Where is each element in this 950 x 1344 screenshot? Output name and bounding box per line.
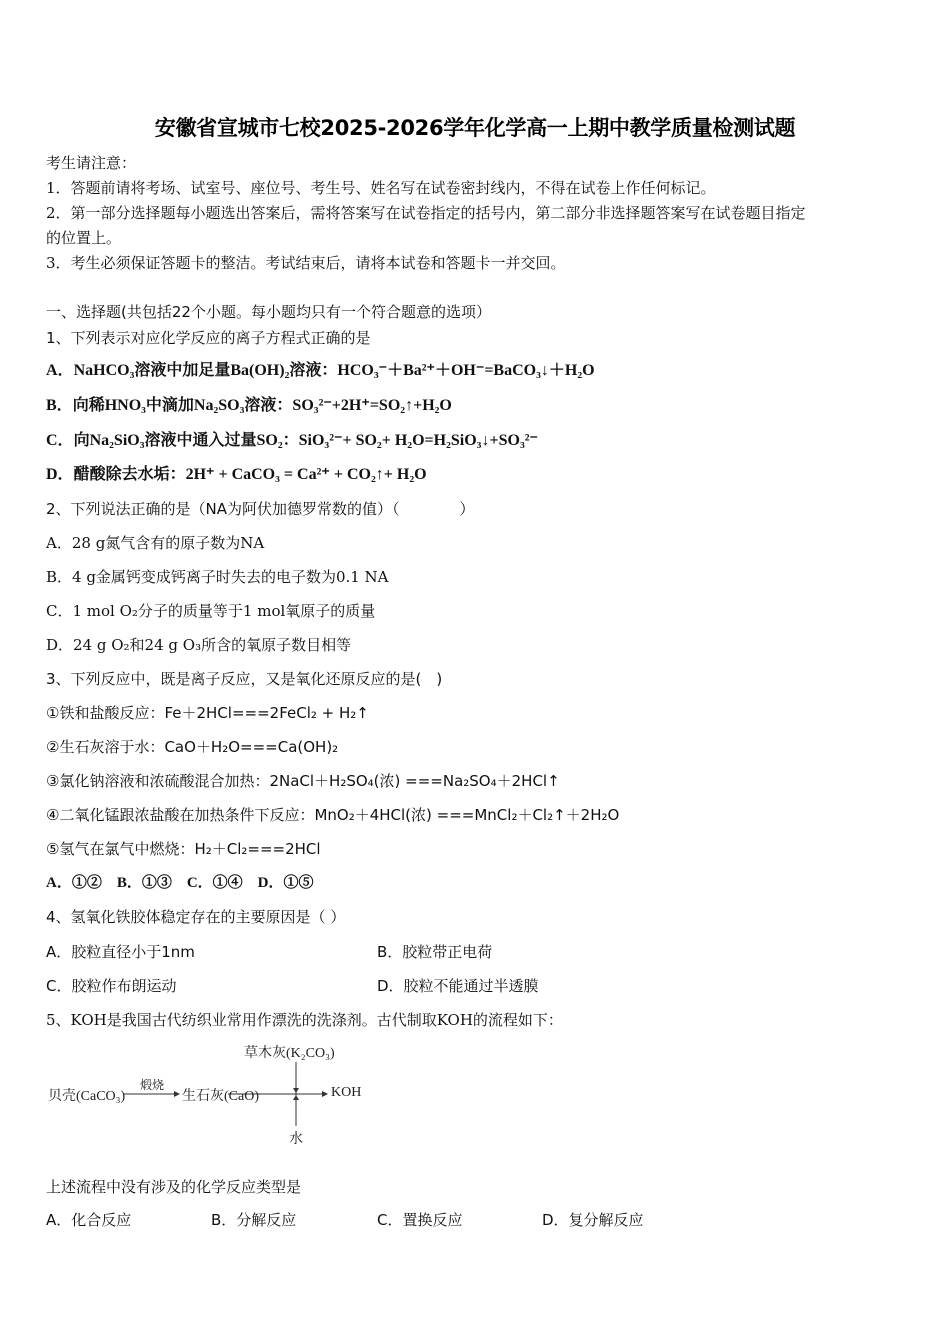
question-4-option-d: D．胶粒不能通过半透膜: [377, 977, 539, 995]
option-label: A．: [46, 362, 74, 379]
question-1-option-b: [46, 396, 452, 416]
notice-heading: 考生请注意：: [46, 154, 137, 172]
question-5-option-c: C．置换反应: [377, 1211, 463, 1229]
question-3-item-3: ③氯化钠溶液和浓硫酸混合加热：2NaCl＋H₂SO₄(浓) ===Na₂SO₄＋2HCl↑: [46, 772, 560, 790]
question-5-option-b: B．分解反应: [211, 1211, 297, 1229]
question-4-option-b: B．胶粒带正电荷: [377, 943, 493, 961]
section-heading: 一、选择题(共包括22个小题。每小题均只有一个符合题意的选项）: [46, 303, 491, 321]
flow-step-label: 煅烧: [140, 1078, 165, 1092]
question-3-item-2: ②生石灰溶于水：CaO＋H₂O===Ca(OH)₂: [46, 738, 339, 756]
koh-process-flow-diagram: [46, 1040, 366, 1150]
notice-item-2: 2．第一部分选择题每小题选出答案后，需将答案写在试卷指定的括号内，第二部分非选择题答案写在试卷题目指定: [46, 204, 806, 222]
page-title: 安徽省宣城市七校2025-2026学年化学高一上期中教学质量检测试题: [154, 116, 796, 140]
question-3-item-1: ①铁和盐酸反应：Fe＋2HCl===2FeCl₂ + H₂↑: [46, 704, 369, 722]
flow-start-label: 贝壳(CaCO₃): [48, 1089, 126, 1104]
option-label: C．: [46, 432, 74, 449]
question-2-stem: 2、下列说法正确的是（NA为阿伏加德罗常数的值）（ ）: [46, 500, 475, 518]
question-3-stem: 3、下列反应中，既是离子反应，又是氧化还原反应的是( ): [46, 670, 443, 688]
question-3-item-5: ⑤氢气在氯气中燃烧：H₂＋Cl₂===2HCl: [46, 840, 321, 858]
question-1-stem: 1、下列表示对应化学反应的离子方程式正确的是: [46, 329, 371, 347]
question-3-item-4: ④二氧化锰跟浓盐酸在加热条件下反应：MnO₂＋4HCl(浓) ===MnCl₂＋Cl₂↑＋2H₂O: [46, 806, 620, 824]
question-5-option-d: D．复分解反应: [542, 1211, 644, 1229]
question-2-option-a: A．28 g氮气含有的原子数为NA: [46, 534, 265, 552]
question-2-option-d: D．24 g O₂和24 g O₃所含的氧原子数目相等: [46, 636, 352, 654]
question-2-option-b: B．4 g金属钙变成钙离子时失去的电子数为0.1 NA: [46, 568, 389, 586]
flow-top-label: 草木灰(K₂CO₃): [244, 1046, 335, 1061]
question-5-option-a: A．化合反应: [46, 1211, 132, 1229]
option-text: 向稀HNO₃中滴加Na₂SO₃溶液：SO₃²⁻+2H⁺=SO₂↑+H₂O: [72, 397, 452, 414]
question-5-question: 上述流程中没有涉及的化学反应类型是: [46, 1178, 302, 1196]
flow-product-label: KOH: [331, 1085, 362, 1100]
option-text: 醋酸除去水垢：2H⁺ + CaCO₃ = Ca²⁺ + CO₂↑+ H₂O: [73, 466, 427, 483]
notice-item-2-cont: 的位置上。: [46, 229, 122, 247]
flow-mid-label: 生石灰(CaO): [182, 1089, 259, 1104]
option-text: 向Na₂SiO₃溶液中通入过量SO₂：SiO₃²⁻+ SO₂+ H₂O=H₂SiO₃↓+SO₃²⁻: [73, 432, 538, 449]
question-4-option-c: C．胶粒作布朗运动: [46, 977, 177, 995]
question-2-option-c: C．1 mol O₂分子的质量等于1 mol氧原子的质量: [46, 602, 376, 620]
option-label: D．: [46, 466, 74, 483]
notice-item-1: 1．答题前请将考场、试室号、座位号、考生号、姓名写在试卷密封线内，不得在试卷上作任何标记。: [46, 179, 716, 197]
question-1-option-c: [46, 431, 538, 451]
question-4-option-a: A．胶粒直径小于1nm: [46, 943, 195, 961]
flow-bottom-label: 水: [289, 1132, 303, 1147]
option-label: B．: [46, 397, 73, 414]
question-4-stem: 4、氢氧化铁胶体稳定存在的主要原因是（ ）: [46, 908, 346, 926]
question-1-option-a: [46, 361, 595, 381]
option-text: NaHCO₃溶液中加足量Ba(OH)₂溶液：HCO₃⁻＋Ba²⁺＋OH⁻=BaCO₃↓＋H₂O: [73, 362, 595, 379]
question-3-options: A．①② B．①③ C．①④ D．①⑤: [46, 875, 314, 891]
question-1-option-d: [46, 465, 427, 485]
notice-item-3: 3．考生必须保证答题卡的整洁。考试结束后，请将本试卷和答题卡一并交回。: [46, 254, 566, 272]
question-5-stem: 5、KOH是我国古代纺织业常用作漂洗的洗涤剂。古代制取KOH的流程如下：: [46, 1011, 563, 1029]
